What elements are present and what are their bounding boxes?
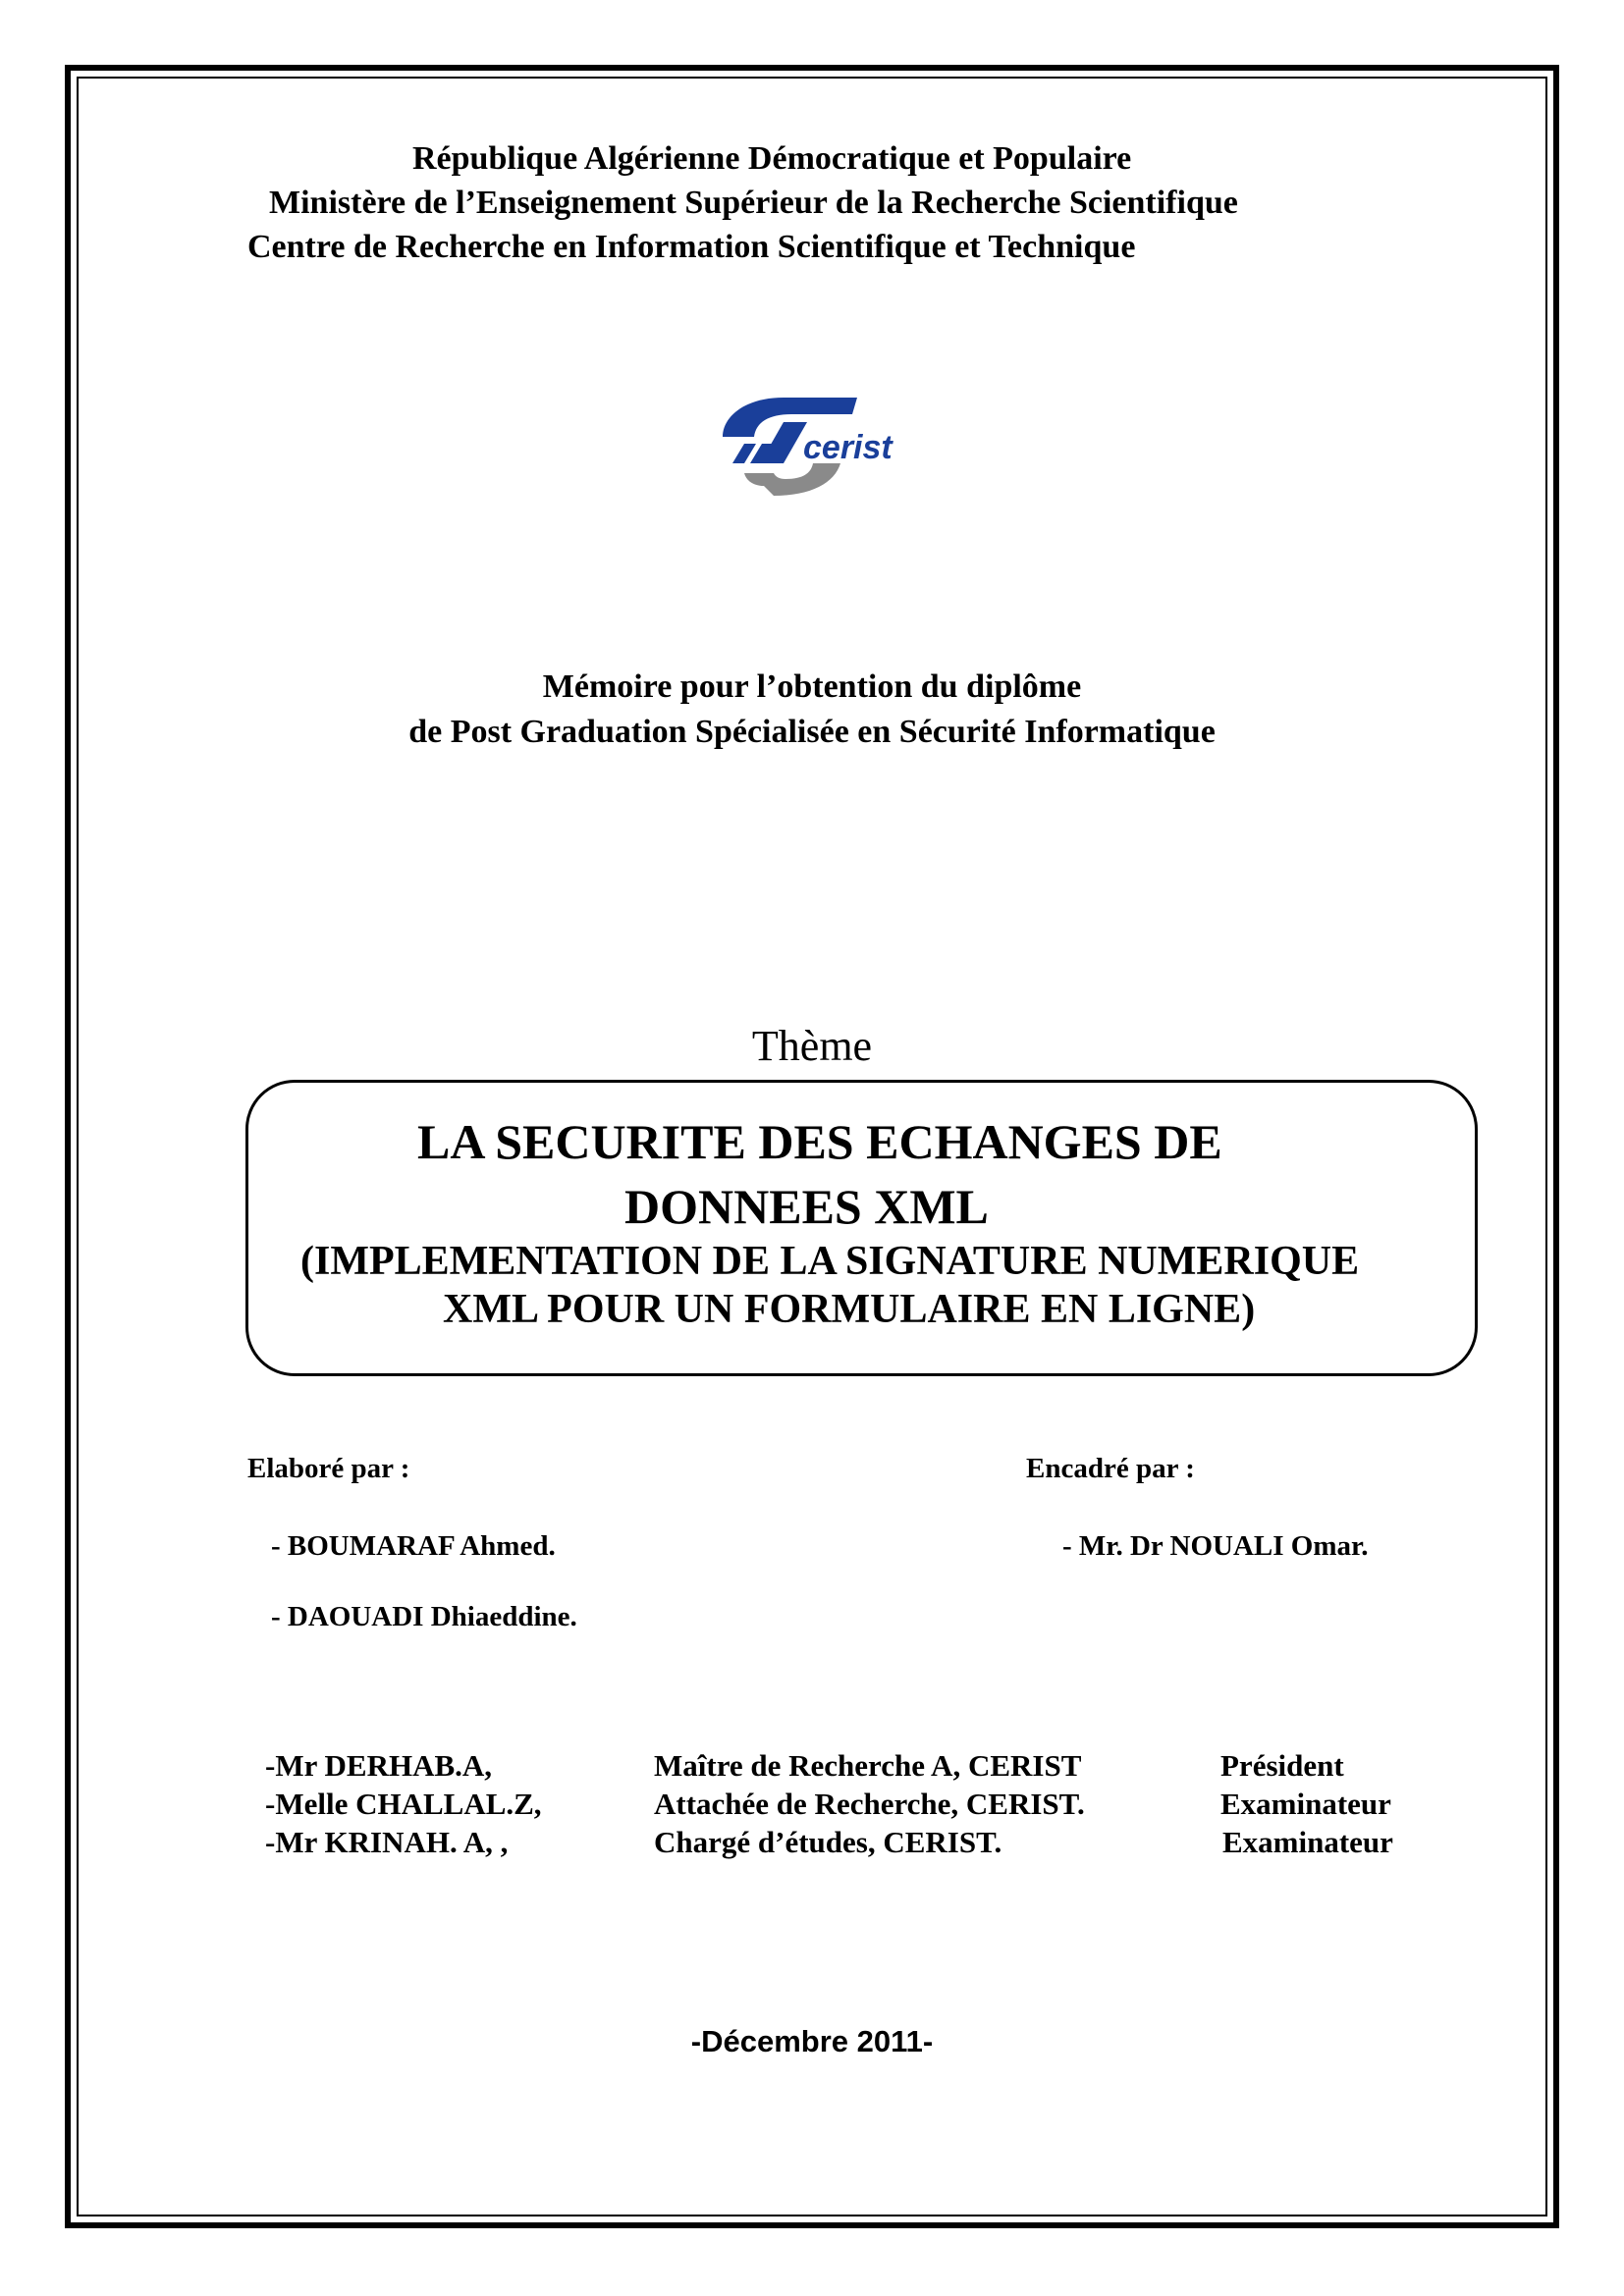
jury-title: Maître de Recherche A, CERIST (654, 1748, 1082, 1783)
title-line-4: XML POUR UN FORMULAIRE EN LIGNE) (443, 1287, 1256, 1332)
jury-title: Attachée de Recherche, CERIST. (654, 1787, 1085, 1821)
authors-label: Elaboré par : (247, 1453, 410, 1484)
jury-name: -Melle CHALLAL.Z, (265, 1787, 542, 1821)
jury-title: Chargé d’études, CERIST. (654, 1825, 1002, 1859)
header-ministry: Ministère de l’Enseignement Supérieur de la Recherche Scientifique (269, 185, 1238, 221)
date-label: -Décembre 2011- (690, 2024, 934, 2058)
memoire-line2: de Post Graduation Spécialisée en Sécurité Informatique (408, 714, 1216, 750)
supervisor-label: Encadré par : (1026, 1453, 1195, 1484)
author-item: - DAOUADI Dhiaeddine. (271, 1601, 577, 1632)
memoire-line1: Mémoire pour l’obtention du diplôme (542, 668, 1082, 705)
header-republic: République Algérienne Démocratique et Populaire (412, 140, 1132, 177)
jury-name: -Mr DERHAB.A, (265, 1748, 493, 1783)
theme-label: Thème (751, 1022, 873, 1070)
cerist-logo (715, 393, 911, 501)
jury-name: -Mr KRINAH. A, , (265, 1825, 509, 1859)
author-item: - BOUMARAF Ahmed. (271, 1530, 556, 1562)
header-centre: Centre de Recherche en Information Scientifique et Technique (247, 229, 1136, 265)
jury-role: Examinateur (1222, 1825, 1393, 1859)
jury-role: Président (1220, 1748, 1344, 1783)
jury-role: Examinateur (1220, 1787, 1391, 1821)
title-line-1: LA SECURITE DES ECHANGES DE (417, 1114, 1222, 1169)
supervisor-item: - Mr. Dr NOUALI Omar. (1062, 1530, 1369, 1562)
title-line-3: (IMPLEMENTATION DE LA SIGNATURE NUMERIQUE (300, 1239, 1360, 1284)
logo-text: cerist (803, 429, 893, 466)
title-line-2: DONNEES XML (624, 1179, 989, 1234)
